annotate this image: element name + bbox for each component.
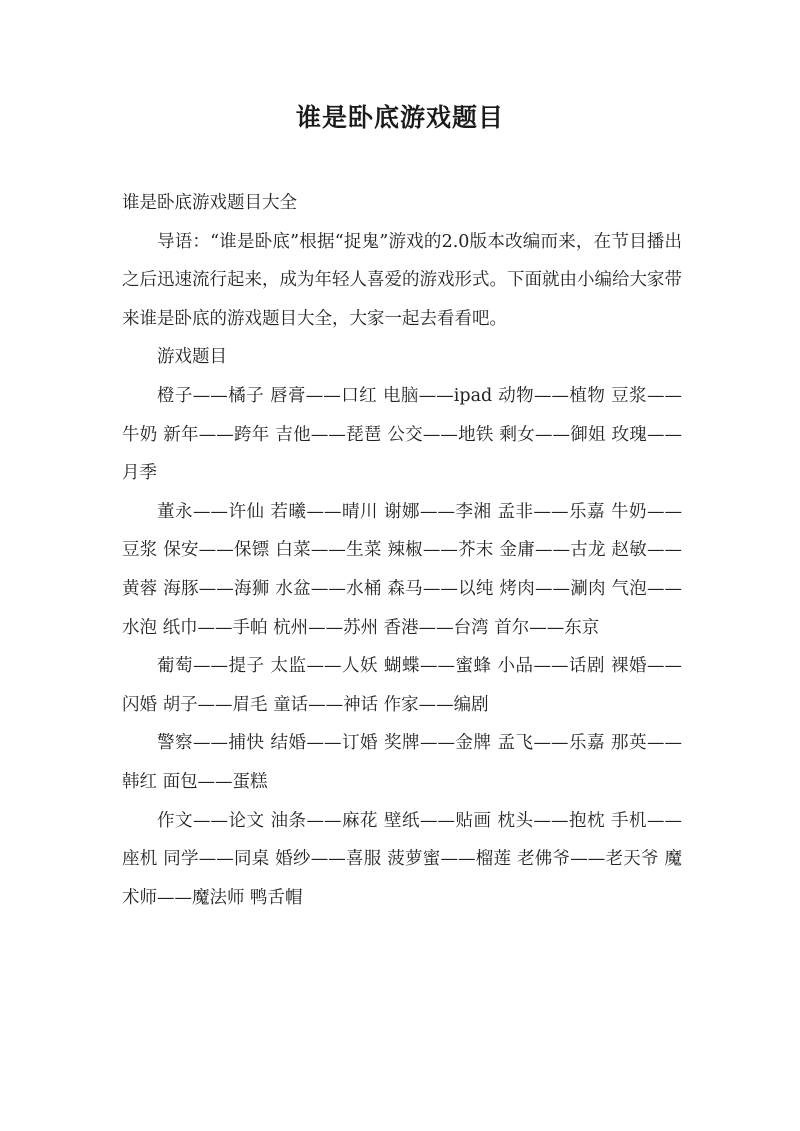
intro-paragraph: 导语：“谁是卧底”根据“捉鬼”游戏的2.0版本改编而来，在节目播出之后迅速流行起来，成为年轻人喜爱的游戏形式。下面就由小编给大家带来谁是卧底的游戏题目大全，大家一起去看看吧。 bbox=[122, 231, 682, 329]
word-pairs-paragraph: 葡萄——提子 太监——人妖 蝴蝶——蜜蜂 小品——话剧 裸婚——闪婚 胡子——眉毛 童话——神话 作家——编剧 bbox=[122, 656, 682, 715]
section-heading: 游戏题目 bbox=[157, 347, 227, 368]
subtitle-paragraph: 谁是卧底游戏题目大全 bbox=[122, 193, 297, 213]
document-body bbox=[122, 184, 682, 917]
word-pairs-paragraph: 警察——捕快 结婚——订婚 奖牌——金牌 孟飞——乐嘉 那英——韩红 面包——蛋糕 bbox=[122, 733, 682, 792]
word-pairs-paragraph: 橙子——橘子 唇膏——口红 电脑——ipad 动物——植物 豆浆——牛奶 新年——跨年 吉他——琵琶 公交——地铁 剩女——御姐 玫瑰——月季 bbox=[122, 385, 682, 484]
word-pairs-paragraph: 作文——论文 油条——麻花 壁纸——贴画 枕头——抱枕 手机——座机 同学——同桌 婚纱——喜服 菠萝蜜——榴莲 老佛爷——老天爷 魔术师——魔法师 鸭舌帽 bbox=[122, 810, 682, 908]
word-pairs-paragraph: 董永——许仙 若曦——晴川 谢娜——李湘 孟非——乐嘉 牛奶——豆浆 保安——保镖 白菜——生菜 辣椒——芥末 金庸——古龙 赵敏——黄蓉 海豚——海狮 水盆——水桶 森马——以纯 烤肉——涮肉 气泡——水泡 纸巾——手帕 杭州——苏州 香港——台湾 首尔——东京 bbox=[122, 501, 682, 638]
page-title: 谁是卧底游戏题目 bbox=[295, 103, 504, 132]
